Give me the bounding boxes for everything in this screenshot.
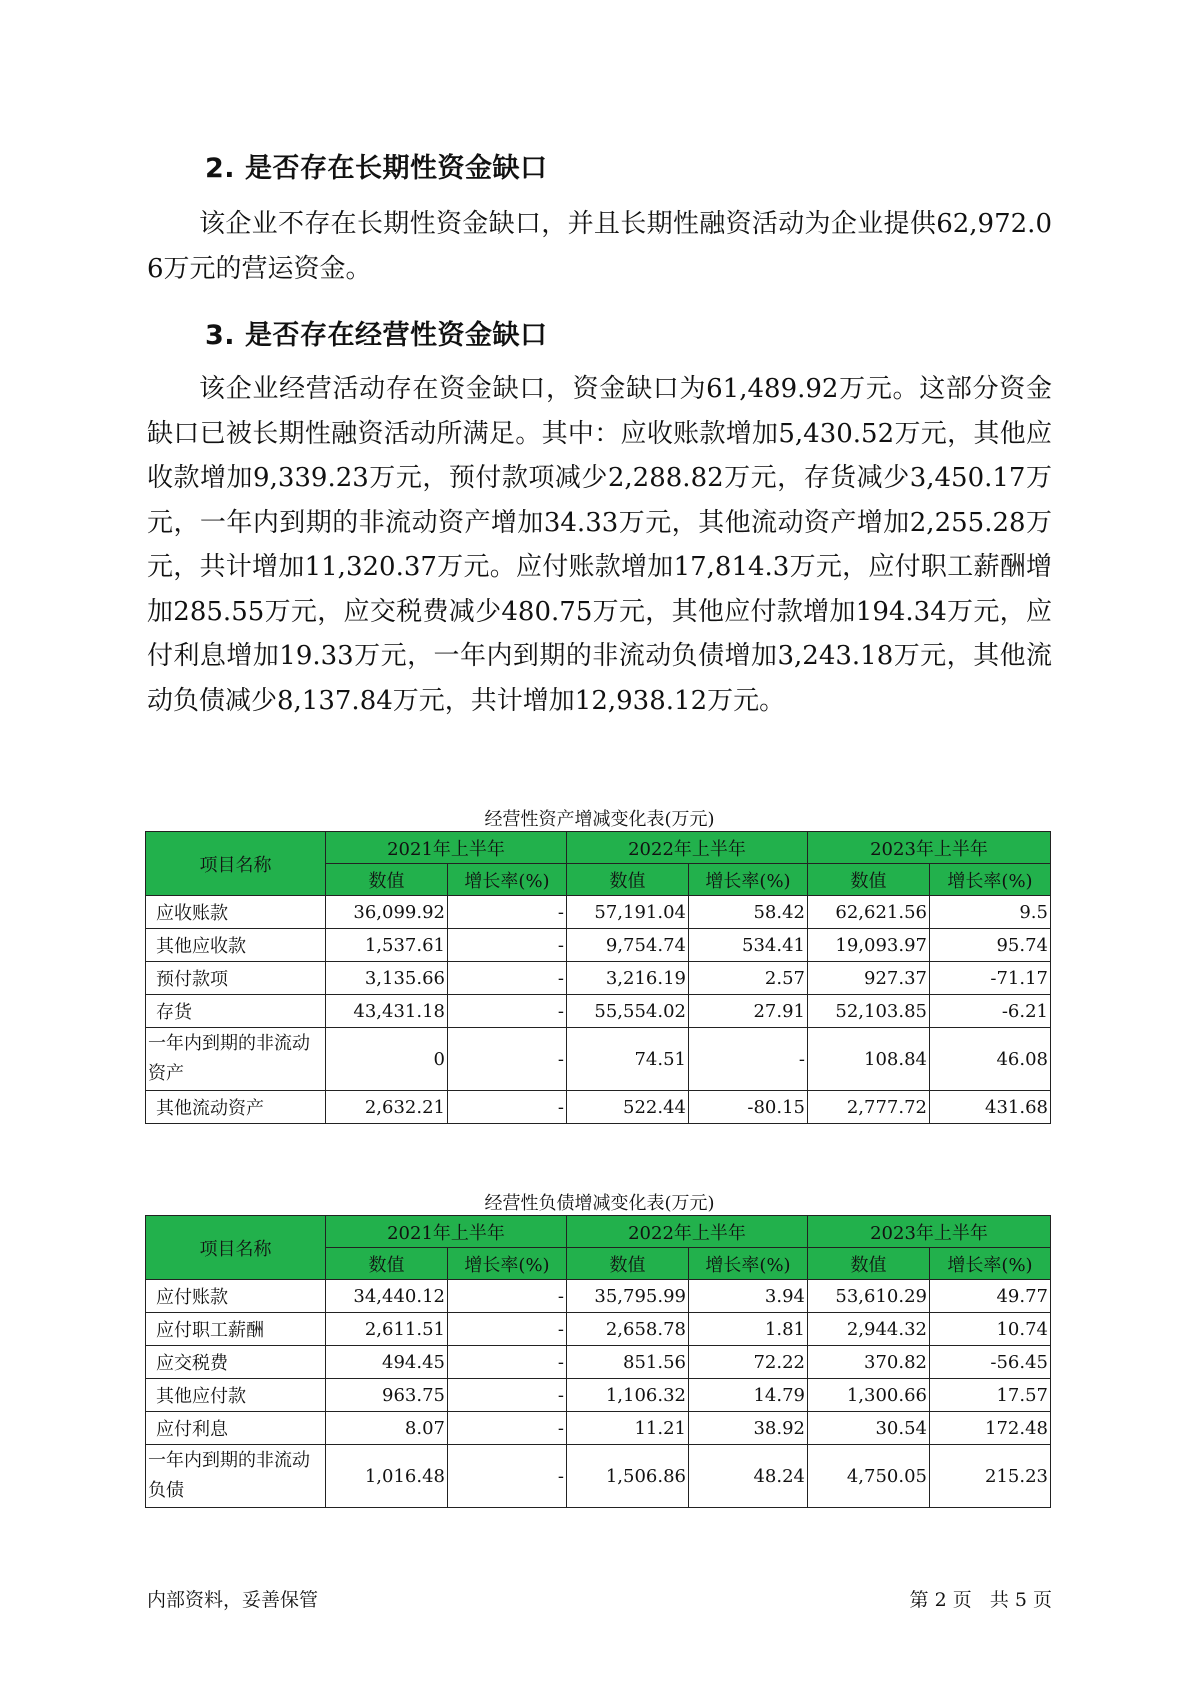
section-3-heading: 3. 是否存在经营性资金缺口 xyxy=(205,320,548,351)
value-cell: 1,506.86 xyxy=(567,1445,689,1508)
growth-rate-cell: 72.22 xyxy=(689,1346,808,1379)
growth-rate-cell: - xyxy=(448,1379,567,1412)
value-header: 数值 xyxy=(808,864,930,896)
growth-rate-cell: 14.79 xyxy=(689,1379,808,1412)
growth-rate-cell: 172.48 xyxy=(930,1412,1051,1445)
item-name-header: 项目名称 xyxy=(146,832,326,896)
value-cell: 3,135.66 xyxy=(326,962,448,995)
growth-rate-cell: 27.91 xyxy=(689,995,808,1028)
growth-rate-cell: 215.23 xyxy=(930,1445,1051,1508)
growth-rate-cell: 1.81 xyxy=(689,1313,808,1346)
growth-rate-cell: 10.74 xyxy=(930,1313,1051,1346)
row-item-name: 其他流动资产 xyxy=(146,1091,326,1124)
table-header-row xyxy=(146,1216,1051,1248)
value-cell: 1,016.48 xyxy=(326,1445,448,1508)
value-cell: 55,554.02 xyxy=(567,995,689,1028)
value-cell: 963.75 xyxy=(326,1379,448,1412)
period-header: 2023年上半年 xyxy=(808,832,1051,864)
table-header-row xyxy=(146,832,1051,864)
value-cell: 9,754.74 xyxy=(567,929,689,962)
growth-rate-cell: 49.77 xyxy=(930,1280,1051,1313)
table-row xyxy=(146,1379,1051,1412)
value-header: 数值 xyxy=(567,864,689,896)
value-cell: 108.84 xyxy=(808,1028,930,1091)
growth-rate-cell: 48.24 xyxy=(689,1445,808,1508)
table-row xyxy=(146,1028,1051,1091)
table-row xyxy=(146,1346,1051,1379)
value-cell: 35,795.99 xyxy=(567,1280,689,1313)
growth-rate-header: 增长率(%) xyxy=(930,1248,1051,1280)
growth-rate-header: 增长率(%) xyxy=(448,1248,567,1280)
growth-rate-cell: - xyxy=(448,1445,567,1508)
table-row xyxy=(146,962,1051,995)
value-cell: 30.54 xyxy=(808,1412,930,1445)
section-3-paragraph: 该企业经营活动存在资金缺口，资金缺口为61,489.92万元。这部分资金缺口已被长期性融资活动所满足。其中：应收账款增加5,430.52万元，其他应收款增加9,339.23万元，预付款项减少2,288.82万元，存货减少3,450.17万元，一年内到期的非流动资产增加34.33万元，其他流动资产增加2,255.28万元，共计增加11,320.37万元。应付账款增加17,814.3万元，应付职工薪酬增加285.55万元，应交税费减少480.75万元，其他应付款增加194.34万元，应付利息增加19.33万元，一年内到期的非流动负债增加3,243.18万元，其他流动负债减少8,137.84万元，共计增加12,938.12万元。 xyxy=(147,374,1052,716)
value-cell: 522.44 xyxy=(567,1091,689,1124)
table-row xyxy=(146,1313,1051,1346)
row-item-name: 应付职工薪酬 xyxy=(146,1313,326,1346)
growth-rate-cell: - xyxy=(448,929,567,962)
growth-rate-cell: - xyxy=(448,896,567,929)
value-cell: 927.37 xyxy=(808,962,930,995)
growth-rate-cell: 38.92 xyxy=(689,1412,808,1445)
value-cell: 3,216.19 xyxy=(567,962,689,995)
growth-rate-cell: 17.57 xyxy=(930,1379,1051,1412)
value-cell: 74.51 xyxy=(567,1028,689,1091)
growth-rate-cell: - xyxy=(448,1346,567,1379)
growth-rate-cell: - xyxy=(448,1313,567,1346)
growth-rate-cell: - xyxy=(448,995,567,1028)
table-row xyxy=(146,1412,1051,1445)
value-header: 数值 xyxy=(808,1248,930,1280)
growth-rate-cell: - xyxy=(448,1280,567,1313)
value-cell: 2,944.32 xyxy=(808,1313,930,1346)
row-item-name: 应交税费 xyxy=(146,1346,326,1379)
value-cell: 62,621.56 xyxy=(808,896,930,929)
row-item-name: 存货 xyxy=(146,995,326,1028)
table-row xyxy=(146,1445,1051,1508)
row-item-name: 其他应付款 xyxy=(146,1379,326,1412)
section-2-paragraph: 该企业不存在长期性资金缺口，并且长期性融资活动为企业提供62,972.06万元的营运资金。 xyxy=(147,209,1052,284)
value-cell: 494.45 xyxy=(326,1346,448,1379)
value-cell: 34,440.12 xyxy=(326,1280,448,1313)
growth-rate-cell: 431.68 xyxy=(930,1091,1051,1124)
value-cell: 36,099.92 xyxy=(326,896,448,929)
row-item-name: 应付账款 xyxy=(146,1280,326,1313)
growth-rate-cell: - xyxy=(689,1028,808,1091)
value-cell: 1,106.32 xyxy=(567,1379,689,1412)
section-2-heading: 2. 是否存在长期性资金缺口 xyxy=(205,153,548,184)
growth-rate-cell: - xyxy=(448,962,567,995)
period-header: 2021年上半年 xyxy=(326,1216,567,1248)
table-row xyxy=(146,995,1051,1028)
liability-table-caption: 经营性负债增减变化表(万元) xyxy=(484,1193,715,1214)
value-cell: 2,658.78 xyxy=(567,1313,689,1346)
value-cell: 2,777.72 xyxy=(808,1091,930,1124)
growth-rate-cell: 46.08 xyxy=(930,1028,1051,1091)
value-cell: 52,103.85 xyxy=(808,995,930,1028)
operating-liabilities-table xyxy=(145,1215,1051,1508)
growth-rate-cell: -56.45 xyxy=(930,1346,1051,1379)
period-header: 2021年上半年 xyxy=(326,832,567,864)
value-cell: 8.07 xyxy=(326,1412,448,1445)
operating-assets-table xyxy=(145,831,1051,1124)
period-header: 2022年上半年 xyxy=(567,1216,808,1248)
value-cell: 2,632.21 xyxy=(326,1091,448,1124)
growth-rate-cell: - xyxy=(448,1412,567,1445)
growth-rate-cell: 534.41 xyxy=(689,929,808,962)
growth-rate-header: 增长率(%) xyxy=(689,864,808,896)
value-cell: 19,093.97 xyxy=(808,929,930,962)
value-cell: 53,610.29 xyxy=(808,1280,930,1313)
growth-rate-cell: 2.57 xyxy=(689,962,808,995)
growth-rate-header: 增长率(%) xyxy=(689,1248,808,1280)
asset-table-caption: 经营性资产增减变化表(万元) xyxy=(484,809,715,830)
growth-rate-cell: -80.15 xyxy=(689,1091,808,1124)
growth-rate-header: 增长率(%) xyxy=(930,864,1051,896)
value-cell: 1,537.61 xyxy=(326,929,448,962)
growth-rate-cell: - xyxy=(448,1028,567,1091)
growth-rate-header: 增长率(%) xyxy=(448,864,567,896)
table-row xyxy=(146,896,1051,929)
growth-rate-cell: -71.17 xyxy=(930,962,1051,995)
value-cell: 43,431.18 xyxy=(326,995,448,1028)
value-cell: 1,300.66 xyxy=(808,1379,930,1412)
footer-page-number: 第 2 页 共 5 页 xyxy=(909,1589,1052,1611)
table-row xyxy=(146,1091,1051,1124)
row-item-name: 一年内到期的非流动资产 xyxy=(146,1028,326,1091)
growth-rate-cell: -6.21 xyxy=(930,995,1051,1028)
value-cell: 0 xyxy=(326,1028,448,1091)
item-name-header: 项目名称 xyxy=(146,1216,326,1280)
value-cell: 851.56 xyxy=(567,1346,689,1379)
growth-rate-cell: - xyxy=(448,1091,567,1124)
period-header: 2022年上半年 xyxy=(567,832,808,864)
growth-rate-cell: 58.42 xyxy=(689,896,808,929)
value-header: 数值 xyxy=(567,1248,689,1280)
growth-rate-cell: 3.94 xyxy=(689,1280,808,1313)
value-cell: 11.21 xyxy=(567,1412,689,1445)
period-header: 2023年上半年 xyxy=(808,1216,1051,1248)
value-header: 数值 xyxy=(326,1248,448,1280)
growth-rate-cell: 9.5 xyxy=(930,896,1051,929)
value-cell: 4,750.05 xyxy=(808,1445,930,1508)
row-item-name: 预付款项 xyxy=(146,962,326,995)
row-item-name: 其他应收款 xyxy=(146,929,326,962)
table-row xyxy=(146,1280,1051,1313)
row-item-name: 应收账款 xyxy=(146,896,326,929)
footer-confidential-note: 内部资料，妥善保管 xyxy=(147,1589,319,1611)
value-cell: 2,611.51 xyxy=(326,1313,448,1346)
row-item-name: 一年内到期的非流动负债 xyxy=(146,1445,326,1508)
value-cell: 370.82 xyxy=(808,1346,930,1379)
growth-rate-cell: 95.74 xyxy=(930,929,1051,962)
value-header: 数值 xyxy=(326,864,448,896)
value-cell: 57,191.04 xyxy=(567,896,689,929)
row-item-name: 应付利息 xyxy=(146,1412,326,1445)
table-row xyxy=(146,929,1051,962)
